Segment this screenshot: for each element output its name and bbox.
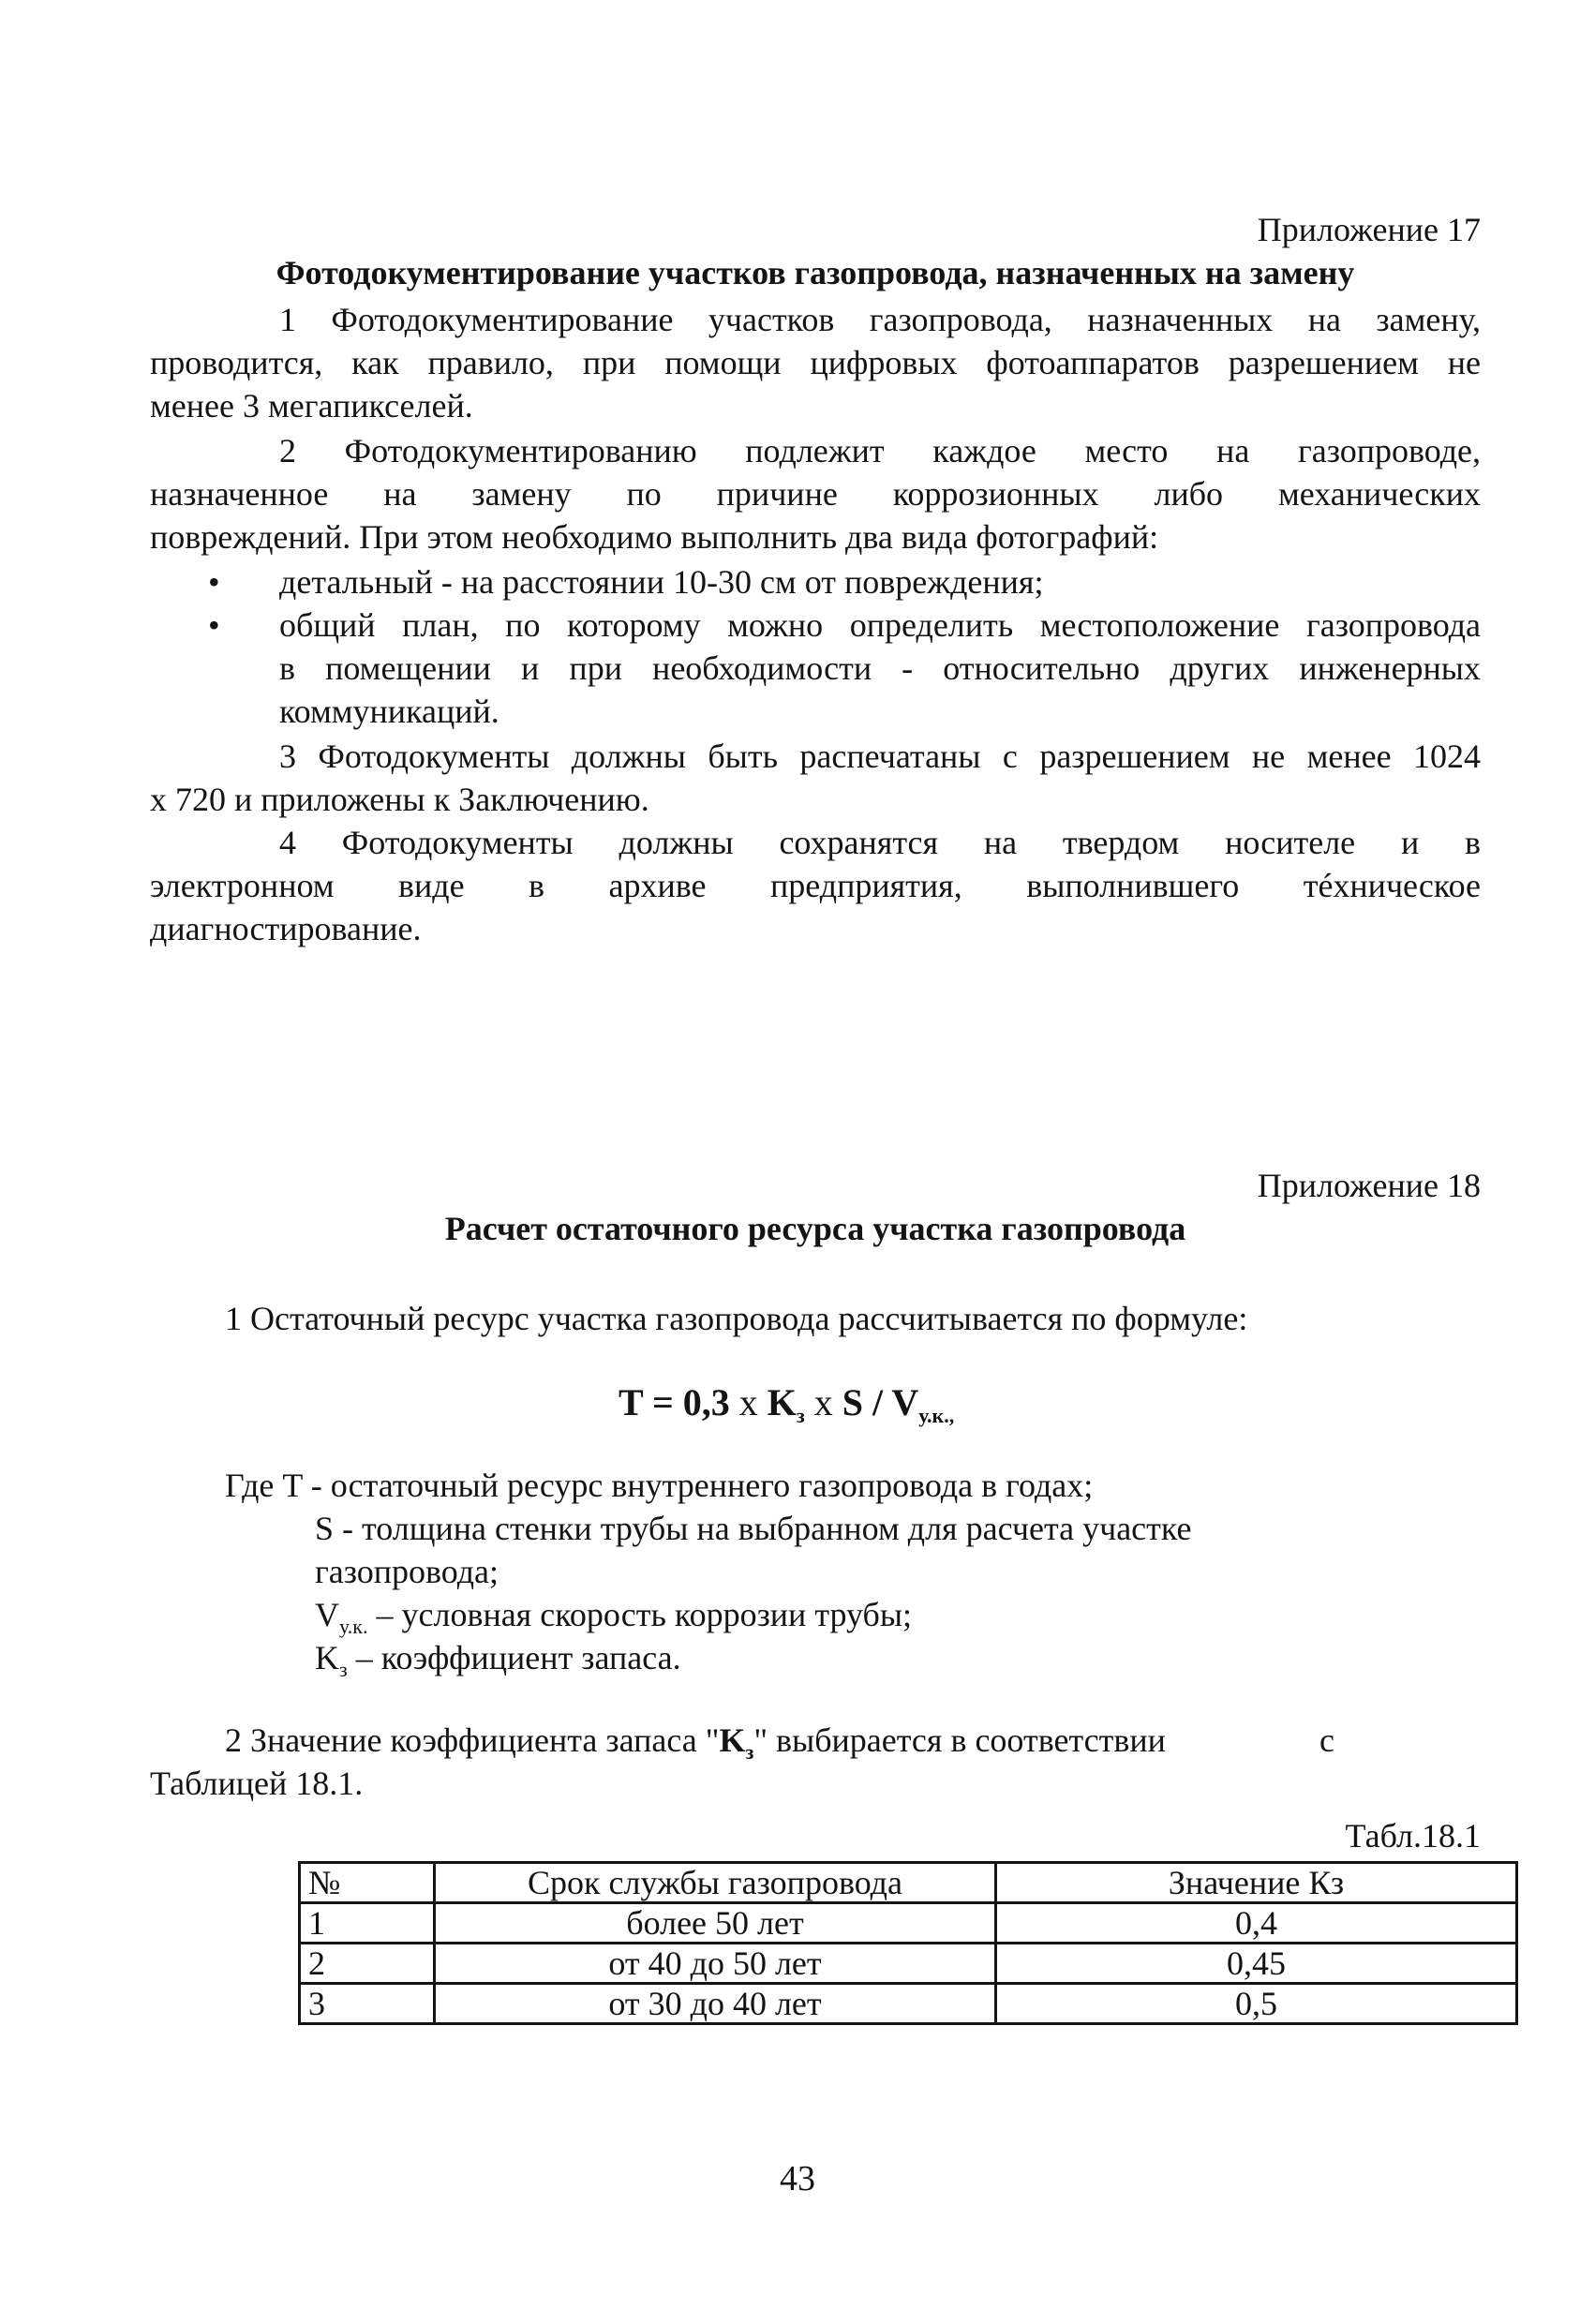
table-header-service-life: Срок службы газопровода — [435, 1863, 996, 1903]
where-v: V — [315, 1596, 339, 1633]
p17-1-line1: 1 Фотодокументирование участков газопровода, назначенных на замену, — [279, 301, 1481, 338]
p18-2-line1 — [225, 1719, 1166, 1774]
bullet-2-line1: общий план, по которому можно определить местоположение газопровода — [279, 606, 1481, 644]
formula-v-sub: у.к., — [918, 1404, 955, 1427]
where-v-text: – условная скорость коррозии трубы; — [376, 1596, 913, 1633]
table-row — [300, 1944, 1517, 1984]
p17-2-line3: повреждений. При этом необходимо выполнить два вида фотографий: — [150, 518, 1159, 556]
p17-4-line1: 4 Фотодокументы должны сохранятся на твердом носителе и в — [279, 824, 1481, 861]
p17-1-line3: менее 3 мегапикселей. — [150, 387, 473, 425]
p17-2-line1: 2 Фотодокументированию подлежит каждое место на газопроводе, — [279, 432, 1481, 469]
p18-2-line2: Таблицей 18.1. — [150, 1765, 364, 1802]
p18-2-k-sub: з — [745, 1740, 754, 1764]
p17-2-line2: назначенное на замену по причине коррозионных либо механических — [150, 475, 1481, 513]
appendix-17-title: Фотодокументирование участков газопровода, назначенных на замену — [276, 254, 1355, 291]
table-cell-kz: 0,5 — [996, 1984, 1517, 2024]
table-cell-service-life: более 50 лет — [435, 1903, 996, 1944]
page-number: 43 — [780, 2159, 815, 2198]
p18-2-b: " выбирается в соответствии — [753, 1721, 1166, 1759]
table-cell-number: 1 — [300, 1903, 435, 1944]
formula — [619, 1381, 954, 1438]
where-line-1: Где T - остаточный ресурс внутреннего газопровода в годах; — [225, 1467, 1094, 1504]
where-k-line — [315, 1636, 681, 1691]
p17-1-line2: проводится, как правило, при помощи цифровых фотоаппаратов разрешением не — [150, 344, 1481, 381]
table-cell-service-life: от 30 до 40 лет — [435, 1984, 996, 2024]
where-s-line-1: S - толщина стенки трубы на выбранном для расчета участке — [315, 1510, 1192, 1547]
appendix-17-label: Приложение 17 — [1257, 211, 1481, 248]
table-row — [300, 1984, 1517, 2024]
bullet-2-line3: коммуникаций. — [279, 693, 499, 730]
bullet-1-marker: • — [208, 563, 220, 601]
p17-4-line2: электронном виде в архиве предприятия, выполнившего тéхническое — [150, 867, 1481, 904]
where-k: K — [315, 1639, 339, 1676]
p18-2-a: 2 Значение коэффициента запаса " — [225, 1721, 720, 1759]
appendix-18-label: Приложение 18 — [1257, 1167, 1481, 1204]
p18-2-k: K — [719, 1721, 746, 1759]
bullet-2-marker: • — [208, 606, 220, 644]
table-cell-number: 3 — [300, 1984, 435, 2024]
where-k-text: – коэффициент запаса. — [355, 1639, 681, 1676]
table-header-row — [300, 1863, 1517, 1903]
p17-3-line2: х 720 и приложены к Заключению. — [150, 781, 649, 818]
table-row — [300, 1903, 1517, 1944]
p18-2-c: с — [1319, 1721, 1334, 1759]
bullet-2-line2: в помещении и при необходимости - относительно других инженерных — [279, 649, 1481, 687]
formula-k-sub: з — [796, 1404, 805, 1427]
formula-main: T = 0,3 — [619, 1381, 730, 1423]
where-k-sub: з — [339, 1658, 348, 1681]
formula-times-1: x — [738, 1381, 758, 1423]
table-cell-service-life: от 40 до 50 лет — [435, 1944, 996, 1984]
p18-1: 1 Остаточный ресурс участка газопровода рассчитывается по формуле: — [225, 1300, 1248, 1337]
table-caption: Табл.18.1 — [1345, 1817, 1481, 1855]
bullet-1-text: детальный - на расстоянии 10-30 см от повреждения; — [279, 563, 1044, 601]
formula-s: S / — [842, 1381, 884, 1423]
table-cell-number: 2 — [300, 1944, 435, 1984]
table-18-1 — [298, 1861, 1518, 2025]
where-s-line-2: газопровода; — [315, 1553, 499, 1590]
table-header-number: № — [300, 1863, 435, 1903]
where-v-sub: у.к. — [339, 1615, 368, 1638]
formula-times-2: x — [813, 1381, 833, 1423]
formula-v: V — [891, 1381, 919, 1423]
table-cell-kz: 0,4 — [996, 1903, 1517, 1944]
formula-k: K — [767, 1381, 797, 1423]
p17-3-line1: 3 Фотодокументы должны быть распечатаны с разрешением не менее 1024 — [279, 737, 1481, 775]
table-cell-kz: 0,45 — [996, 1944, 1517, 1984]
table-header-kz: Значение Кз — [996, 1863, 1517, 1903]
p17-4-line3: диагностирование. — [150, 910, 422, 947]
appendix-18-title: Расчет остаточного ресурса участка газопровода — [444, 1210, 1186, 1247]
